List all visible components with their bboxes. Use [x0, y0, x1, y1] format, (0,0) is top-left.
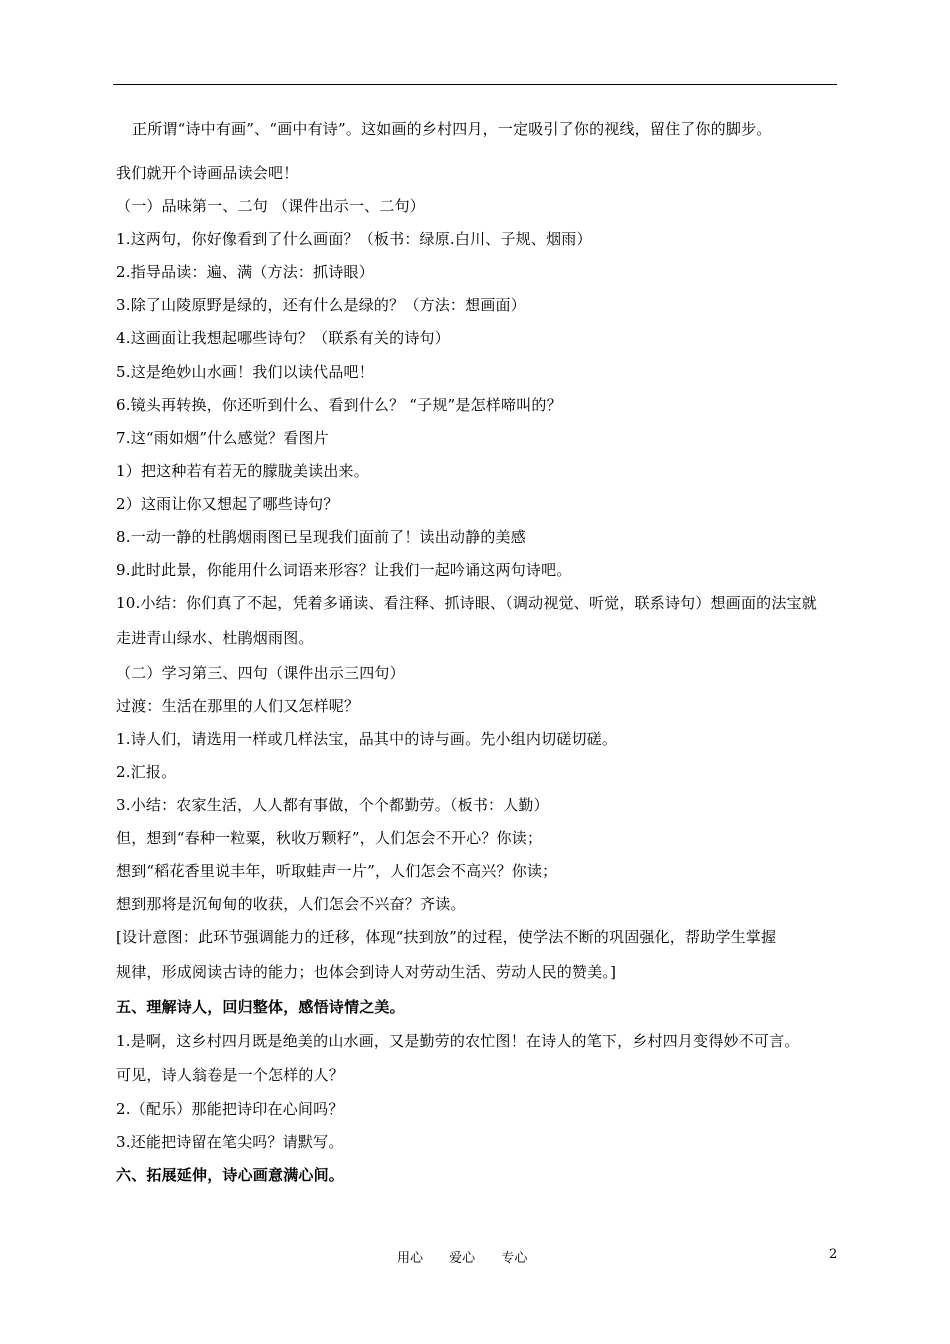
- paragraph-line: 10.小结：你们真了不起，凭着多诵读、看注释、抓诗眼、（调动视觉、听觉，联系诗句）想画面的法宝就: [116, 594, 817, 612]
- paragraph-line: 想到那将是沉甸甸的收获，人们怎会不兴奋？齐读。: [116, 895, 466, 913]
- footer-motto-item: 爱心: [449, 1251, 476, 1266]
- paragraph-line: 想到“稻花香里说丰年，听取蛙声一片”，人们怎会不高兴？你读；: [116, 862, 558, 880]
- paragraph-line: 8.一动一静的杜鹃烟雨图已呈现我们面前了！读出动静的美感: [116, 528, 526, 546]
- design-intent-note: [设计意图：此环节强调能力的迁移，体现“扶到放”的过程，使学法不断的巩固强化，帮助学生掌握: [116, 928, 777, 946]
- section-heading: （二）学习第三、四句（课件出示三四句）: [116, 664, 405, 682]
- footer-motto: [397, 1247, 549, 1266]
- paragraph-line: 走进青山绿水、杜鹃烟雨图。: [116, 629, 314, 647]
- paragraph-line: 1.诗人们，请选用一样或几样法宝，品其中的诗与画。先小组内切磋切磋。: [116, 730, 618, 748]
- paragraph-line: 正所谓“诗中有画”、“画中有诗”。这如画的乡村四月，一定吸引了你的视线，留住了你的脚步。: [132, 120, 772, 138]
- paragraph-line: 1.是啊，这乡村四月既是绝美的山水画，又是勤劳的农忙图！在诗人的笔下，乡村四月变得妙不可言。: [116, 1032, 800, 1050]
- paragraph-line: 2）这雨让你又想起了哪些诗句？: [116, 495, 339, 513]
- paragraph-line: 3.小结：农家生活，人人都有事做，个个都勤劳。（板书：人勤）: [116, 796, 549, 814]
- section-heading-bold: 六、拓展延伸，诗心画意满心间。: [116, 1166, 345, 1184]
- paragraph-line: 2.汇报。: [116, 763, 177, 781]
- paragraph-line: 3.除了山陵原野是绿的，还有什么是绿的？（方法：想画面）: [116, 296, 526, 314]
- page-number: 2: [829, 1247, 838, 1262]
- paragraph-line: 我们就开个诗画品读会吧！: [116, 164, 299, 182]
- paragraph-line: 5.这是绝妙山水画！我们以读代品吧！: [116, 363, 374, 381]
- section-heading: （一）品味第一、二句 （课件出示一、二句）: [116, 197, 425, 215]
- paragraph-line: 2.指导品读：遍、满（方法：抓诗眼）: [116, 263, 374, 281]
- header-rule: [113, 84, 837, 85]
- paragraph-line: 过渡：生活在那里的人们又怎样呢？: [116, 697, 360, 715]
- paragraph-line: 6.镜头再转换，你还听到什么、看到什么？ “子规”是怎样啼叫的？: [116, 396, 562, 414]
- footer-motto-item: 用心: [397, 1251, 424, 1266]
- paragraph-line: 2.（配乐）那能把诗印在心间吗？: [116, 1100, 344, 1118]
- paragraph-line: 1）把这种若有若无的朦胧美读出来。: [116, 462, 369, 480]
- paragraph-line: 3.还能把诗留在笔尖吗？请默写。: [116, 1133, 344, 1151]
- paragraph-line: 4.这画面让我想起哪些诗句？（联系有关的诗句）: [116, 329, 450, 347]
- paragraph-line: 7.这“雨如烟”什么感觉？看图片: [116, 429, 329, 447]
- paragraph-line: 1.这两句，你好像看到了什么画面？（板书：绿原.白川、子规、烟雨）: [116, 230, 592, 248]
- footer-motto-item: 专心: [501, 1251, 528, 1266]
- paragraph-line: 但，想到“春种一粒粟，秋收万颗籽”，人们怎会不开心？你读；: [116, 829, 543, 847]
- paragraph-line: 9.此时此景，你能用什么词语来形容？让我们一起吟诵这两句诗吧。: [116, 561, 572, 579]
- design-intent-note: 规律，形成阅读古诗的能力；也体会到诗人对劳动生活、劳动人民的赞美。]: [116, 963, 617, 981]
- paragraph-line: 可见，诗人翁卷是一个怎样的人？: [116, 1066, 345, 1084]
- section-heading-bold: 五、理解诗人，回归整体，感悟诗情之美。: [116, 998, 405, 1016]
